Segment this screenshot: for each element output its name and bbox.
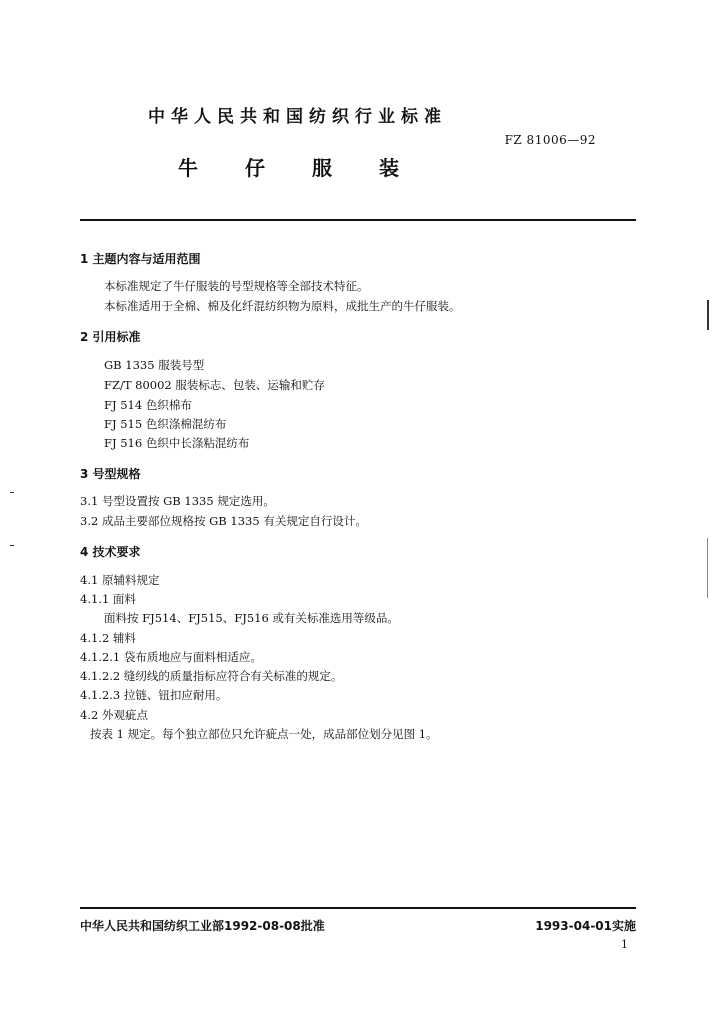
- clause-4-1: 4.1 原辅料规定: [80, 573, 160, 587]
- clause-4-1-2-1: 4.1.2.1 袋布质地应与面料相适应。: [80, 650, 262, 664]
- doc-title-char-1: 牛: [178, 156, 198, 180]
- footer-divider: [80, 907, 636, 909]
- standard-title: 中华人民共和国纺织行业标准: [148, 107, 447, 127]
- clause-4-2-text: 按表 1 规定。每个独立部位只允许疵点一处，成品部位划分见图 1。: [90, 727, 438, 741]
- doc-title-char-3: 服: [312, 156, 332, 180]
- scan-mark: [10, 492, 14, 493]
- section-1-paragraph-1: 本标准规定了牛仔服装的号型规格等全部技术特征。: [104, 279, 369, 293]
- clause-4-1-2-3: 4.1.2.3 拉链、钮扣应耐用。: [80, 688, 228, 702]
- clause-4-1-2-2: 4.1.2.2 缝纫线的质量指标应符合有关标准的规定。: [80, 669, 343, 683]
- section-4-heading: 4 技术要求: [80, 545, 141, 559]
- reference-item: FJ 514 色织棉布: [104, 398, 192, 412]
- section-1-paragraph-2: 本标准适用于全棉、棉及化纤混纺织物为原料，成批生产的牛仔服装。: [104, 299, 461, 313]
- reference-item: FJ 516 色织中长涤粘混纺布: [104, 436, 250, 450]
- clause-4-2: 4.2 外观疵点: [80, 708, 148, 722]
- clause-3-2: 3.2 成品主要部位规格按 GB 1335 有关规定自行设计。: [80, 514, 367, 528]
- page-number: 1: [621, 938, 628, 951]
- scan-mark: [10, 545, 14, 546]
- doc-title-char-4: 装: [379, 156, 399, 180]
- reference-item: FJ 515 色织涤棉混纺布: [104, 417, 227, 431]
- scan-mark: [707, 538, 708, 598]
- clause-4-1-1-text: 面料按 FJ514、FJ515、FJ516 或有关标准选用等级品。: [104, 611, 399, 625]
- reference-item: GB 1335 服装号型: [104, 358, 205, 372]
- clause-4-1-1: 4.1.1 面料: [80, 592, 136, 606]
- clause-3-1: 3.1 号型设置按 GB 1335 规定选用。: [80, 494, 275, 508]
- doc-title-char-2: 仔: [245, 156, 265, 180]
- section-3-heading: 3 号型规格: [80, 467, 141, 481]
- reference-item: FZ/T 80002 服装标志、包装、运输和贮存: [104, 378, 325, 392]
- section-1-heading: 1 主题内容与适用范围: [80, 252, 201, 266]
- scan-mark: [707, 300, 709, 330]
- section-2-heading: 2 引用标准: [80, 330, 141, 344]
- standard-code: FZ 81006—92: [504, 133, 596, 147]
- header-divider: [80, 219, 636, 221]
- clause-4-1-2: 4.1.2 辅料: [80, 631, 136, 645]
- approval-date: 中华人民共和国纺织工业部1992-08-08批准: [80, 919, 325, 933]
- effective-date: 1993-04-01实施: [535, 919, 636, 933]
